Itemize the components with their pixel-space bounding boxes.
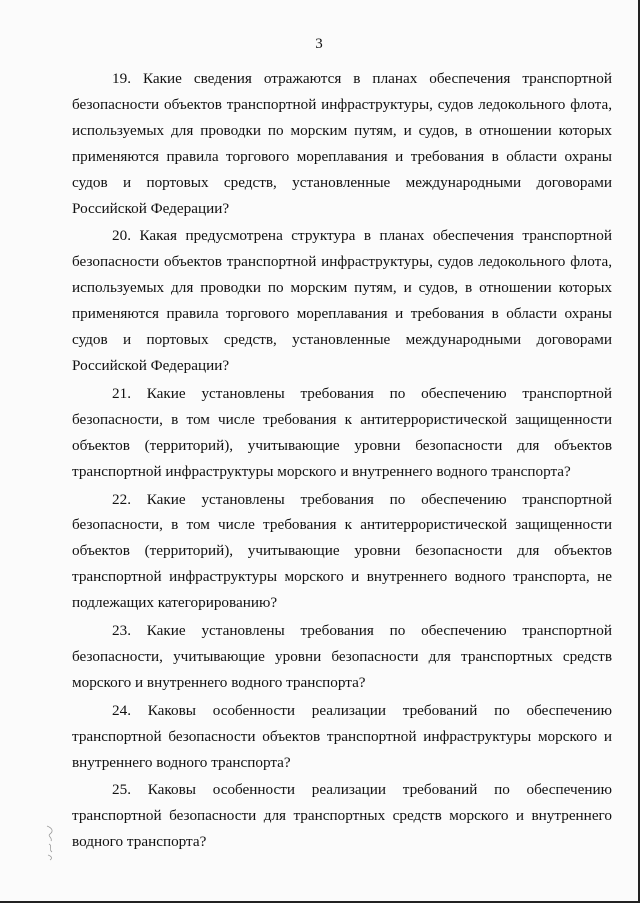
question-24: 24. Каковы особенности реализации требований по обеспечению транспортной безопасности объектов транспортной инфраструктуры морского и внутреннего водного транспорта? xyxy=(72,701,612,771)
page-number: 3 xyxy=(315,36,323,52)
question-20: 20. Какая предусмотрена структура в планах обеспечения транспортной безопасности объектов транспортной инфраструктуры, судов ледокольного флота, используемых для проводки по морским путям, и судов, в отношении которых применяются правила торгового мореплавания и требования в области охраны судов и портовых средств, установленные международными договорами Российской Федерации? xyxy=(72,227,612,374)
document-body xyxy=(72,66,612,855)
initials-mark xyxy=(44,822,58,862)
question-21: 21. Какие установлены требования по обеспечению транспортной безопасности, в том числе требования к антитеррористической защищенности объектов (территорий), учитывающие уровни безопасности для объектов транспортной инфраструктуры морского и внутреннего водного транспорта? xyxy=(72,384,612,480)
question-22: 22. Какие установлены требования по обеспечению транспортной безопасности, в том числе требования к антитеррористической защищенности объектов (территорий), учитывающие уровни безопасности для объектов транспортной инфраструктуры морского и внутреннего водного транспорта, не подлежащих категорированию? xyxy=(72,490,612,612)
question-23: 23. Какие установлены требования по обеспечению транспортной безопасности, учитывающие уровни безопасности для транспортных средств морского и внутреннего водного транспорта? xyxy=(72,622,612,691)
question-25: 25. Каковы особенности реализации требований по обеспечению транспортной безопасности для транспортных средств морского и внутреннего водного транспорта? xyxy=(72,781,612,851)
question-19: 19. Какие сведения отражаются в планах обеспечения транспортной безопасности объектов транспортной инфраструктуры, судов ледокольного флота, используемых для проводки по морским путям, и судов, в отношении которых применяются правила торгового мореплавания и требования в области охраны судов и портовых средств, установленные международными договорами Российской Федерации? xyxy=(72,70,612,217)
